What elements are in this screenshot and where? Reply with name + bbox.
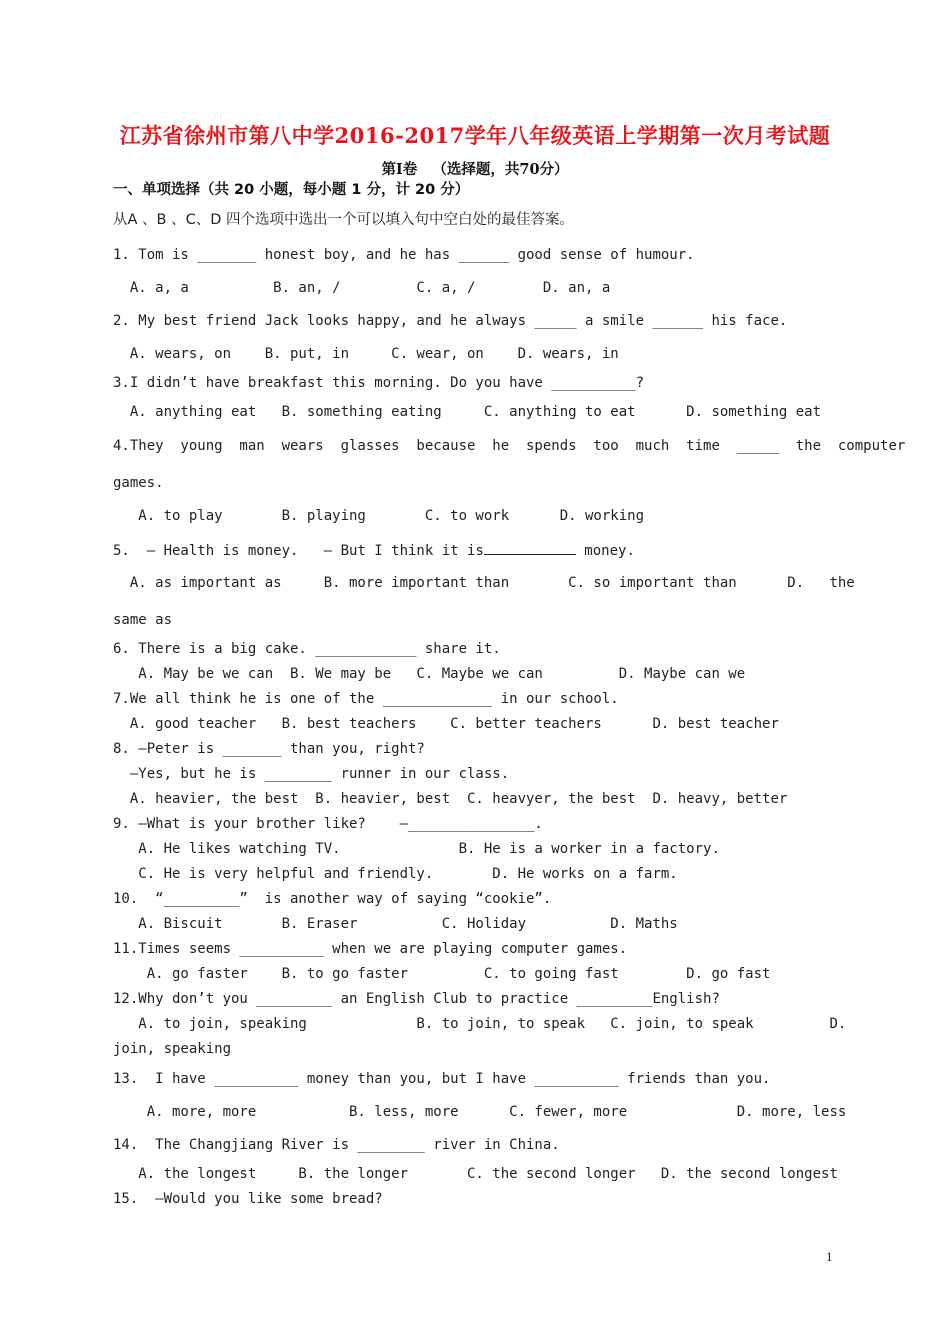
question-line: A. the longest B. the longer C. the second longer D. the second longest bbox=[113, 1166, 838, 1182]
question-line: 3.I didn’t have breakfast this morning. Do you have __________? bbox=[113, 375, 645, 391]
question-line: 9. —What is your brother like? —_______________. bbox=[113, 816, 543, 832]
question-line: 6. There is a big cake. ____________ share it. bbox=[113, 641, 501, 657]
question-5 bbox=[113, 541, 635, 560]
page-number: 1 bbox=[826, 1249, 833, 1264]
question-line: 14. The Changjiang River is ________ river in China. bbox=[113, 1137, 560, 1153]
question-line: A. heavier, the best B. heavier, best C. heavyer, the best D. heavy, better bbox=[113, 791, 788, 807]
instruction-text: 从A 、B 、C、D 四个选项中选出一个可以填入句中空白处的最佳答案。 bbox=[113, 212, 574, 228]
question-line: —Yes, but he is ________ runner in our class. bbox=[113, 766, 510, 782]
question-line: 8. —Peter is _______ than you, right? bbox=[113, 741, 425, 757]
question-5-end: money. bbox=[575, 543, 635, 559]
question-line: 2. My best friend Jack looks happy, and he always _____ a smile ______ his face. bbox=[113, 313, 788, 329]
question-line: A. good teacher B. best teachers C. better teachers D. best teacher bbox=[113, 716, 779, 732]
question-line: 10. “_________” is another way of saying “cookie”. bbox=[113, 891, 552, 907]
question-line: 12.Why don’t you _________ an English Club to practice _________English? bbox=[113, 991, 720, 1007]
question-line: A. as important as B. more important than C. so important than D. the bbox=[113, 575, 855, 591]
question-line: A. Biscuit B. Eraser C. Holiday D. Maths bbox=[113, 916, 678, 932]
question-line: 15. —Would you like some bread? bbox=[113, 1191, 383, 1207]
question-line: C. He is very helpful and friendly. D. He works on a farm. bbox=[113, 866, 678, 882]
question-line: A. anything eat B. something eating C. anything to eat D. something eat bbox=[113, 404, 822, 420]
question-line: A. more, more B. less, more C. fewer, more D. more, less bbox=[113, 1104, 847, 1120]
question-line: join, speaking bbox=[113, 1041, 232, 1057]
page-title: 江苏省徐州市第八中学2016-2017学年八年级英语上学期第一次月考试题 bbox=[119, 123, 831, 148]
question-line: A. He likes watching TV. B. He is a worker in a factory. bbox=[113, 841, 720, 857]
part-subtitle: 第Ⅰ卷 （选择题，共70分） bbox=[381, 161, 569, 178]
question-line: same as bbox=[113, 612, 173, 628]
answer-blank bbox=[484, 541, 576, 555]
question-line: A. to play B. playing C. to work D. working bbox=[113, 508, 645, 524]
question-line: A. wears, on B. put, in C. wear, on D. wears, in bbox=[113, 346, 619, 362]
question-line: A. to join, speaking B. to join, to speak C. join, to speak D. bbox=[113, 1016, 847, 1032]
question-line: games. bbox=[113, 475, 164, 491]
section-heading: 一、单项选择（共 20 小题，每小题 1 分，计 20 分） bbox=[113, 182, 470, 198]
question-line: 1. Tom is _______ honest boy, and he has ______ good sense of humour. bbox=[113, 247, 695, 263]
question-line: 11.Times seems __________ when we are playing computer games. bbox=[113, 941, 628, 957]
question-line: A. a, a B. an, / C. a, / D. an, a bbox=[113, 280, 611, 296]
question-line: 4.They young man wears glasses because he spends too much time _____ the computer bbox=[113, 438, 906, 454]
question-line: A. go faster B. to go faster C. to going fast D. go fast bbox=[113, 966, 771, 982]
question-5-text: 5. — Health is money. — But I think it is bbox=[113, 543, 484, 559]
question-line: 7.We all think he is one of the _____________ in our school. bbox=[113, 691, 619, 707]
question-line: 13. I have __________ money than you, but I have __________ friends than you. bbox=[113, 1071, 771, 1087]
question-line: A. May be we can B. We may be C. Maybe we can D. Maybe can we bbox=[113, 666, 746, 682]
